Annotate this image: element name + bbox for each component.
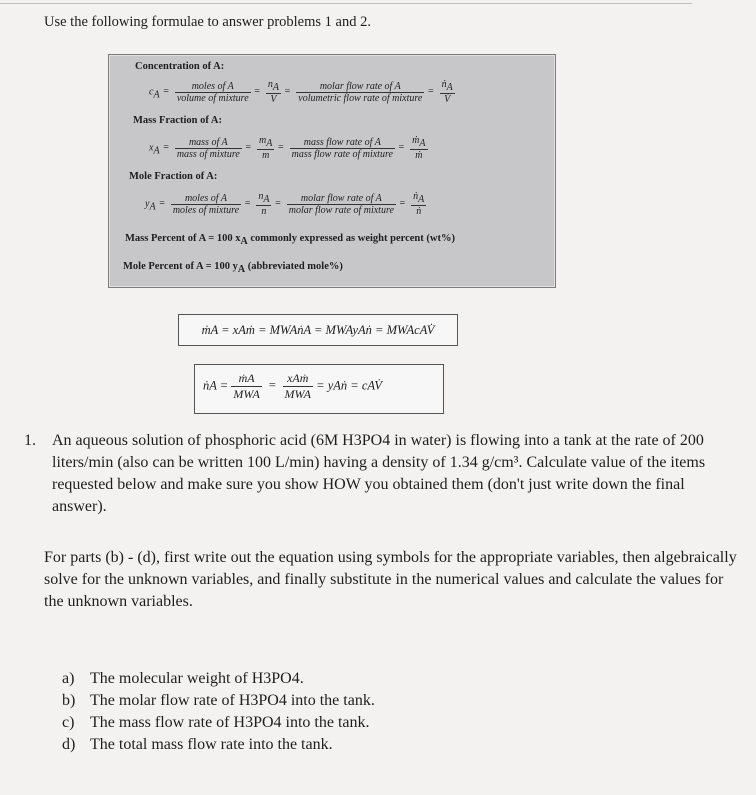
formula-box — [108, 54, 556, 288]
molar-flow-relation-box — [194, 364, 444, 414]
list-item: d) The total mass flow rate into the tank. — [62, 736, 333, 753]
mass-flow-relation-box — [178, 314, 458, 346]
problem-parts-list — [62, 668, 375, 756]
mass-flow-relation: ṁA = xAṁ = MWAṅA = MWAyAṅ = MWAcAV̇ — [201, 323, 435, 337]
problem-instructions: For parts (b) - (d), first write out the equation using symbols for the appropriate variables, then algebraically solve for the unknown variables, and finally substitute in the numerical values and calculate the values for the unknown variables. — [44, 549, 737, 610]
concentration-heading: Concentration of A: — [135, 61, 225, 72]
list-item: c) The mass flow rate of H3PO4 into the tank. — [62, 714, 370, 731]
mole-fraction-heading: Mole Fraction of A: — [129, 171, 218, 182]
problem-text: An aqueous solution of phosphoric acid (6M H3PO4 in water) is flowing into a tank at the rate of 200 liters/min (also can be written 100 L/min) having a density of 1.34 g/cm³. Calculate value of the items requested below and make sure you show HOW you obtained them (don't just write down the final answer). — [52, 432, 706, 515]
mass-fraction-equation: $x_A$ = $\frac{\text{mass of A}}{\text{mass of mixture}}$ = $\frac{m_A}{m}$ = $\frac{\text{mass flow rate of A}}{\text{mass flow rate of mixture}}$ = $\frac{ṁ_A}{\text{ṁ}}$ — [149, 135, 426, 161]
problem-number: 1. — [24, 432, 36, 449]
concentration-equation: $c_A$ = $\frac{\text{moles of A}}{\text{volume of mixture}}$ = $\frac{n_A}{V}$ = $\frac{\text{molar flow rate of A}}{\text{volumetric flow rate of mixture}}$ = $\frac{ṅ_A}{V̇}$ — [149, 79, 453, 105]
list-item: a) The molecular weight of H3PO4. — [62, 670, 304, 687]
mole-fraction-equation: $y_A$ = $\frac{\text{moles of A}}{\text{moles of mixture}}$ = $\frac{n_A}{n}$ = $\frac{\text{molar flow rate of A}}{\text{molar flow rate of mixture}}$ = $\frac{ṅ_A}{\text{ṅ}}$ — [145, 191, 425, 217]
intro-text: Use the following formulae to answer problems 1 and 2. — [44, 14, 371, 30]
molar-flow-relation: ṅA = $\frac{\text{ṁA}}{\text{MWA}}$ = $\frac{\text{xAṁ}}{\text{MWA}}$ = yAṅ = cAV̇ — [203, 371, 383, 401]
mass-percent-line: Mass Percent of A = 100 $x_A$ commonly expressed as weight percent (wt%) — [125, 233, 455, 248]
list-item: b) The molar flow rate of H3PO4 into the tank. — [62, 692, 375, 709]
mole-percent-line: Mole Percent of A = 100 $y_A$ (abbreviated mole%) — [123, 261, 343, 276]
mass-fraction-heading: Mass Fraction of A: — [133, 115, 222, 126]
top-rule — [0, 3, 692, 4]
